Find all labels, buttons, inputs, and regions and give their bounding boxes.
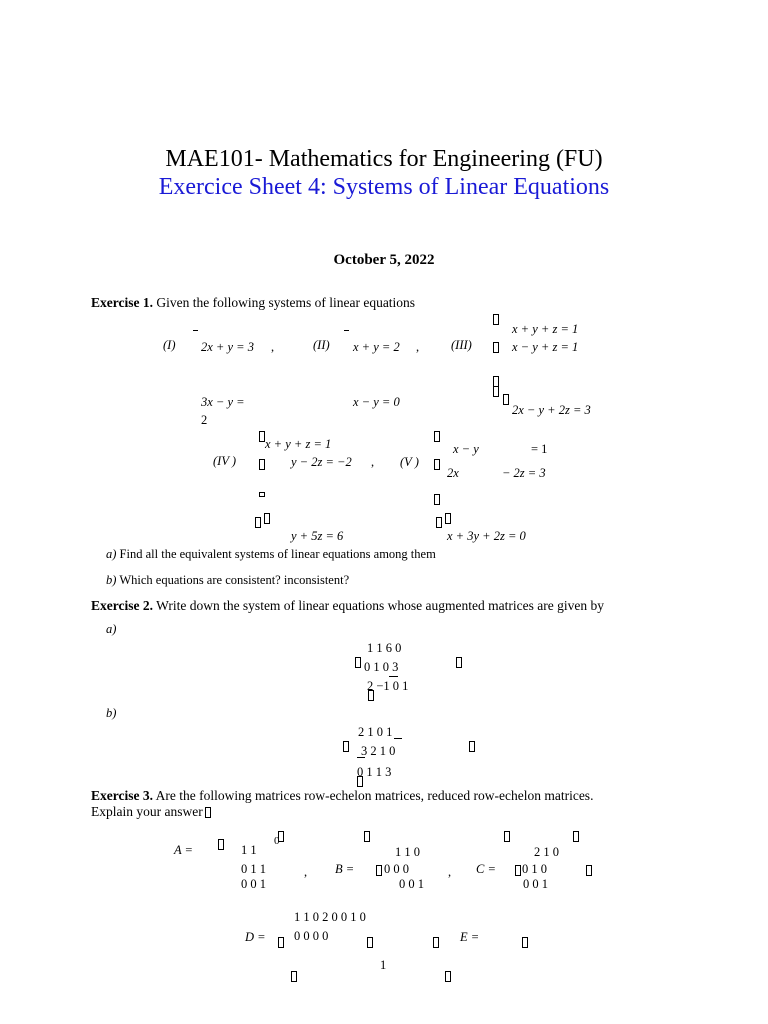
matrix-A-separator: ,	[304, 865, 308, 879]
matrix-A-right-bracket	[278, 831, 284, 842]
exercise-1-heading	[91, 295, 415, 311]
matrix-b-label: b)	[106, 706, 117, 720]
system-iv-tag: (IV )	[213, 454, 237, 468]
matrix-b-right-bracket	[469, 741, 475, 752]
matrix-B-left-bracket	[376, 865, 382, 876]
matrix-C-bracket-top-right	[573, 831, 579, 842]
matrix-B-name: B =	[335, 862, 355, 876]
matrix-b-row-3: 0 1 1 3	[357, 765, 392, 779]
system-v-tag: (V )	[400, 455, 419, 469]
question-b	[106, 573, 349, 588]
exercise-2-heading	[91, 598, 604, 614]
matrix-a-left-bracket	[355, 657, 361, 668]
system-iii-brace-low3	[503, 394, 509, 405]
system-iii-tag: (III)	[451, 338, 472, 352]
system-v-brace-low2	[436, 517, 442, 528]
question-a	[106, 547, 436, 562]
system-iii-brace-top	[493, 314, 499, 325]
system-iv-brace-low1	[259, 492, 265, 497]
system-i-brace	[193, 330, 198, 331]
system-iv-separator: ,	[371, 455, 375, 469]
system-iv-brace-low2	[255, 517, 261, 528]
system-v-eq1: x − y	[453, 442, 479, 456]
matrix-a-label: a)	[106, 622, 117, 636]
system-i-eq2-rhs: 2	[201, 413, 208, 427]
matrix-b-row-1: 2 1 0 1	[358, 725, 393, 739]
system-iv-brace-low3	[264, 513, 270, 524]
exercise-2-label: Exercise 2.	[91, 598, 153, 613]
matrix-B-bracket-top	[364, 831, 370, 842]
matrix-A-left-bracket	[218, 839, 224, 850]
system-v-brace-top	[434, 431, 440, 442]
matrix-A-name: A =	[174, 843, 193, 857]
system-iii-eq2: x − y + z = 1	[512, 340, 579, 354]
matrix-a-minus-mark	[389, 676, 398, 677]
matrix-D-bottom-bracket	[291, 971, 297, 982]
matrix-a-row-1: 1 1 6 0	[367, 641, 402, 655]
matrix-D-row-3: 1	[380, 958, 387, 972]
exercise-2-text: Write down the system of linear equations whose augmented matrices are given by	[156, 598, 604, 613]
matrix-a-row-3: 2 −1 0 1	[367, 679, 409, 693]
matrix-b-left-bracket	[343, 741, 349, 752]
matrix-b-bottom-bracket	[357, 776, 363, 787]
exercise-3-text: Are the following matrices row-echelon matrices, reduced row-echelon matrices.	[155, 788, 594, 803]
system-i-eq2: 3x − y =	[201, 395, 245, 409]
matrix-D-left-bracket	[278, 937, 284, 948]
matrix-C-right-bracket	[586, 865, 592, 876]
matrix-E-right-bracket	[522, 937, 528, 948]
exercise-3-label: Exercise 3.	[91, 788, 153, 803]
matrix-a-right-bracket	[456, 657, 462, 668]
matrix-C-name: C =	[476, 862, 496, 876]
system-v-eq2-rhs: − 2z = 3	[502, 466, 546, 480]
matrix-A-row-3: 0 0 1	[241, 877, 266, 891]
matrix-A-row-1: 1 1	[241, 843, 257, 857]
matrix-C-bracket-top-left	[504, 831, 510, 842]
question-b-label: b)	[106, 573, 117, 587]
system-ii-eq1: x + y = 2	[353, 340, 400, 354]
matrix-b-row-2: 3 2 1 0	[361, 744, 396, 758]
matrix-b-minus-mark-1	[394, 738, 402, 739]
matrix-E-left-bracket	[433, 937, 439, 948]
system-ii-tag: (II)	[313, 338, 330, 352]
system-ii-separator: ,	[416, 340, 420, 354]
matrix-A-row-1-tail: 0	[274, 835, 280, 847]
matrix-C-row-1: 2 1 0	[534, 845, 559, 859]
system-iii-brace-mid	[493, 342, 499, 353]
question-b-text: Which equations are consistent? inconsistent?	[119, 573, 350, 587]
matrix-E-bottom-bracket	[445, 971, 451, 982]
matrix-D-row-1: 1 1 0 2 0 0 1 0	[294, 910, 366, 924]
system-iii-eq3: 2x − y + 2z = 3	[512, 403, 591, 417]
exercise-3-text-line-2: Explain your answer	[91, 804, 203, 819]
system-i-separator: ,	[271, 340, 275, 354]
matrix-C-left-bracket	[515, 865, 521, 876]
sheet-title: Exercice Sheet 4: Systems of Linear Equations	[158, 174, 610, 200]
matrix-A-row-2: 0 1 1	[241, 862, 266, 876]
matrix-C-row-2: 0 1 0	[522, 862, 547, 876]
matrix-B-row-2: 0 0 0	[384, 862, 409, 876]
matrix-D-right-bracket	[367, 937, 373, 948]
system-v-eq1-rhs: = 1	[531, 442, 548, 456]
system-v-eq2: 2x	[447, 466, 459, 480]
exercise-1-text: Given the following systems of linear equations	[156, 295, 416, 310]
matrix-B-row-1: 1 1 0	[395, 845, 420, 859]
exercise-3-heading	[91, 788, 593, 804]
system-i-tag: (I)	[163, 338, 176, 352]
exercise-3-overlap-glyph	[205, 807, 211, 818]
system-iv-brace-mid	[259, 459, 265, 470]
matrix-B-row-3: 0 0 1	[399, 877, 424, 891]
system-iv-eq2: y − 2z = −2	[291, 455, 352, 469]
system-i-eq1: 2x + y = 3	[201, 340, 254, 354]
system-v-brace-low1	[434, 494, 440, 505]
system-v-brace-low3	[445, 513, 451, 524]
system-iv-eq1: x + y + z = 1	[265, 437, 332, 451]
matrix-D-name: D =	[245, 930, 266, 944]
matrix-E-name: E =	[460, 930, 480, 944]
question-a-text: Find all the equivalent systems of linear equations among them	[119, 547, 436, 561]
matrix-C-row-3: 0 0 1	[523, 877, 548, 891]
system-v-eq3: x + 3y + 2z = 0	[447, 529, 526, 543]
system-ii-brace	[344, 330, 349, 331]
matrix-D-row-2: 0 0 0 0	[294, 929, 329, 943]
document-date: October 5, 2022	[333, 252, 435, 268]
system-iii-eq1: x + y + z = 1	[512, 322, 579, 336]
system-iv-eq3: y + 5z = 6	[291, 529, 344, 543]
matrix-a-row-2: 0 1 0 3	[364, 660, 399, 674]
question-a-label: a)	[106, 547, 117, 561]
system-ii-eq2: x − y = 0	[353, 395, 400, 409]
exercise-1-label: Exercise 1.	[91, 295, 153, 310]
system-v-brace-mid	[434, 459, 440, 470]
course-title: MAE101- Mathematics for Engineering (FU)	[165, 146, 603, 172]
matrix-a-bottom-bracket	[368, 690, 374, 701]
matrix-B-separator: ,	[448, 865, 452, 879]
system-iii-brace-low2	[493, 386, 499, 397]
